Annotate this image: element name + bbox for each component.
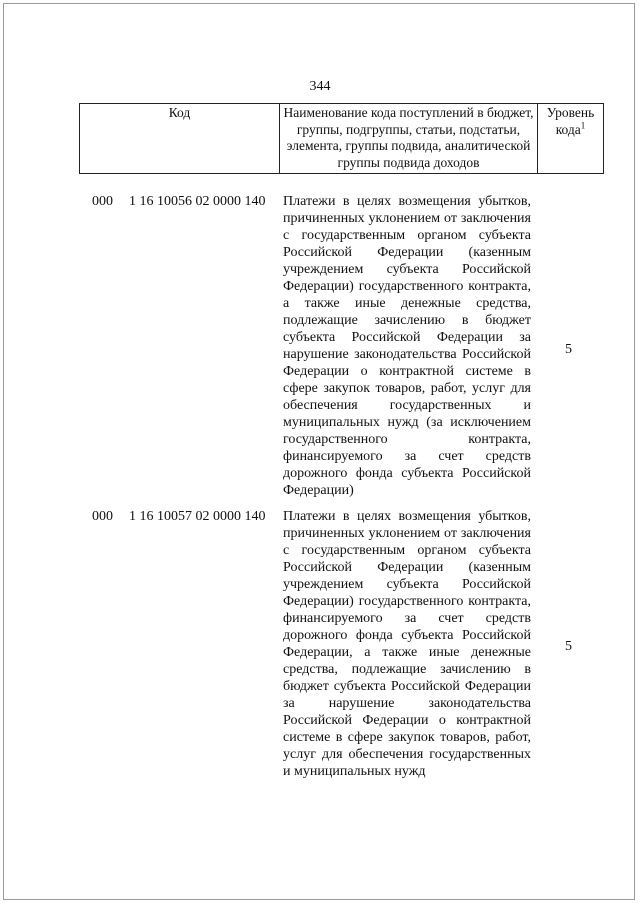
row-prefix: 000 (92, 194, 113, 209)
page-number: 344 (309, 79, 331, 94)
row-description: Платежи в целях возмещения убытков, причиненных уклонением от заключения с государственным органом субъекта Российской Федерации (казенным учреждением субъекта Российской Федерации) государственного контракта, а также иные денежные средства, подлежащие зачислению в бюджет субъекта Российской Федерации за нарушение законодательства Российской Федерации о контрактной системе в сфере закупок товаров, работ, услуг для обеспечения государственных и муниципальных нужд (за исключением государственного контракта, финансируемого за счет средств дорожного фонда субъекта Российской Федерации) (283, 194, 531, 498)
row-code: 1 16 10057 02 0000 140 (129, 509, 266, 524)
header-name-label: Наименование кода поступлений в бюджет, группы, подгруппы, статьи, подстатьи, элемента, группы подвида, аналитической группы подвида доходов (283, 105, 534, 170)
header-code-label: Код (168, 105, 191, 120)
header-row (80, 104, 604, 174)
row-code: 1 16 10056 02 0000 140 (129, 194, 266, 209)
footnote-marker: 1 (580, 120, 586, 130)
header-level-cell (538, 104, 604, 174)
row-level: 5 (565, 342, 572, 357)
column-header-table (79, 103, 604, 174)
header-name-cell (280, 104, 538, 174)
header-level-label: Уровень кода (546, 105, 595, 137)
row-prefix: 000 (92, 509, 113, 524)
row-level: 5 (565, 639, 572, 654)
header-code-cell (80, 104, 280, 174)
row-description: Платежи в целях возмещения убытков, причиненных уклонением от заключения с государственным органом субъекта Российской Федерации (казенным учреждением субъекта Российской Федерации) государственного контракта, финансируемого за счет средств дорожного фонда субъекта Российской Федерации, а также иные денежные средства, подлежащие зачислению в бюджет субъекта Российской Федерации за нарушение законодательства Российской Федерации о контрактной системе в сфере закупок товаров, работ, услуг для обеспечения государственных и муниципальных нужд (283, 509, 531, 779)
